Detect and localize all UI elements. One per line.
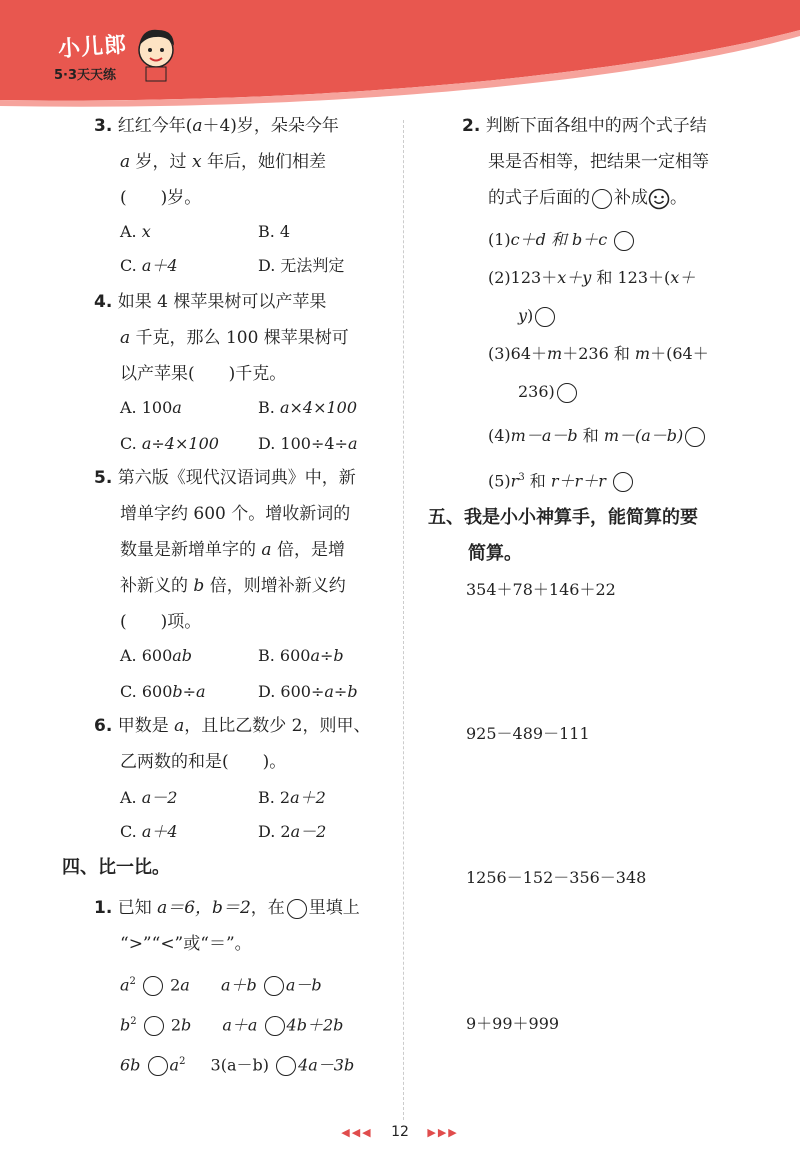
answer-circle[interactable] [287,899,307,919]
option-c[interactable]: C. a÷4×100 [120,434,219,453]
answer-circle[interactable] [535,307,555,327]
expression-2: 925－489－111 [466,724,590,743]
question-2: 2. 判断下面各组中的两个式子结 [462,116,707,136]
question-4: 4. 如果 4 棵苹果树可以产苹果 [94,292,327,312]
question-5: 5. 第六版《现代汉语词典》中，新 [94,468,356,488]
option-d[interactable]: D. 2a－2 [258,822,327,841]
column-divider [403,120,404,1120]
compare-row-2: $b^2$ 2b a＋a 4b＋2b [120,1015,344,1035]
section-4-title: 四、比一比。 [62,857,170,878]
compare-row-1: $a^2$ 2a a＋b a－b [120,975,322,995]
answer-circle[interactable] [613,472,633,492]
page-number: 12 [391,1124,409,1140]
brand-logo: 小儿郎 [57,32,128,63]
judge-item-2: (2)123＋x＋y 和 123＋(x＋ [488,268,696,287]
judge-item-5: $(5)r^3$ 和 r＋r＋r [488,466,635,493]
judge-item-1: (1)c＋d 和 b＋c [488,228,636,252]
mascot-icon [132,24,180,84]
section-5-title: 五、我是小小神算手，能简算的要 [428,507,698,528]
option-b[interactable]: B. a×4×100 [258,398,358,417]
expression-3: 1256－152－356－348 [466,868,647,887]
option-c[interactable]: C. 600b÷a [120,682,206,701]
answer-circle[interactable] [614,231,634,251]
judge-item-3: (3)64＋m＋236 和 m＋(64＋ [488,344,709,363]
answer-circle[interactable] [148,1056,168,1076]
option-b[interactable]: B. 2a＋2 [258,788,326,807]
answer-circle[interactable] [264,976,284,996]
judge-item-4: (4)m－a－b 和 m－(a－b) [488,424,707,448]
left-arrows-icon: ◀◀◀ [341,1126,373,1139]
answer-circle[interactable] [265,1016,285,1036]
expression-4: 9＋99＋999 [466,1014,560,1033]
compare-row-3: 6b $a^2$ 3(a－b) 4a－3b [120,1055,355,1075]
option-a[interactable]: A. 100a [120,398,182,417]
option-d[interactable]: D. 无法判定 [258,256,345,275]
option-c[interactable]: C. a＋4 [120,822,178,841]
question-3: 3. 红红今年(a＋4)岁，朵朵今年 [94,116,339,136]
question-6: 6. 甲数是 a，且比乙数少 2，则甲、 [94,716,371,736]
section-4-question-1: 1. 已知 a＝6，b＝2，在 里填上 [94,898,360,918]
brand-subtitle: 5·3天天练 [54,68,117,83]
circle-icon [592,189,612,209]
option-b[interactable]: B. 600a÷b [258,646,344,665]
answer-circle[interactable] [557,383,577,403]
answer-circle[interactable] [685,427,705,447]
answer-circle[interactable] [143,976,163,996]
smiley-icon [648,188,670,210]
option-d[interactable]: D. 100÷4÷a [258,434,358,453]
option-a[interactable]: A. a－2 [120,788,178,807]
page-footer [0,1124,800,1140]
option-b[interactable]: B. 4 [258,222,291,241]
answer-circle[interactable] [144,1016,164,1036]
right-arrows-icon: ▶▶▶ [427,1126,459,1139]
option-a[interactable]: A. 600ab [120,646,193,665]
option-c[interactable]: C. a＋4 [120,256,178,275]
option-d[interactable]: D. 600÷a÷b [258,682,358,701]
expression-1: 354＋78＋146＋22 [466,580,616,599]
option-a[interactable]: A. x [120,222,151,241]
answer-circle[interactable] [276,1056,296,1076]
